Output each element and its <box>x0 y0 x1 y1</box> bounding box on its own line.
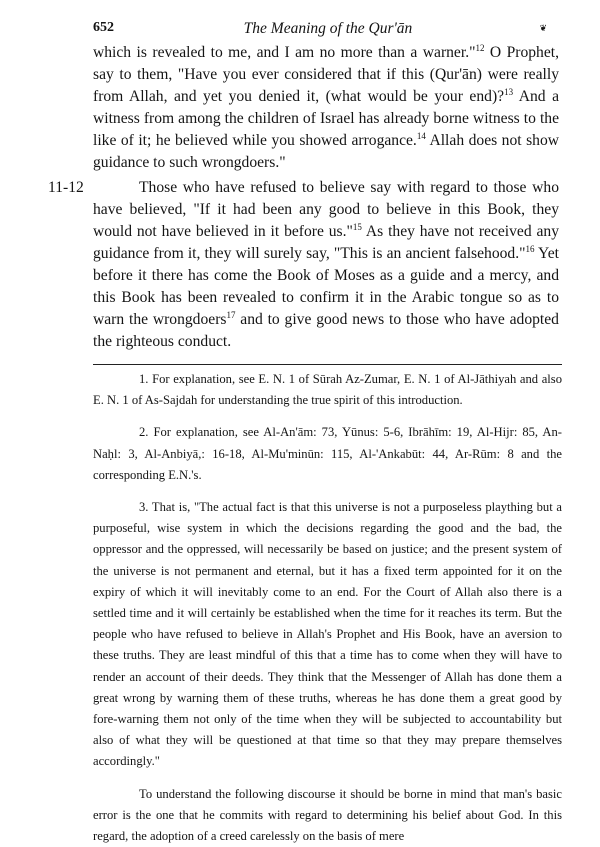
footnote-marker: 14 <box>416 130 426 141</box>
text-run: As they have not received any guidance from it, they will surely say, "This is an ancient falsehood." <box>93 223 560 262</box>
text-run: And a witness from among the children of Israel has already borne witness to the like of it; he believed while you showed arrogance. <box>93 88 559 149</box>
page-number: 652 <box>93 20 114 35</box>
footnote-marker: 12 <box>475 42 485 53</box>
text-run: Those who have refused to believe say with regard to those who have believed, "If it had been any good to believe in this Book, they would not have believed in it before us." <box>93 179 559 240</box>
note-2: 2. For explanation, see Al-An'ām: 73, Yūnus: 5-6, Ibrāhīm: 19, Al-Hijr: 85, An-Naḥl: 3, Al-Anbiyā,: 16-18, Al-Mu'minūn: 115, Al-'Ankabūt: 44, Ar-Rūm: 8 and the corresponding E.N.'s. <box>93 425 562 482</box>
footnote-marker: 16 <box>525 243 535 254</box>
ornament-icon: ❦ <box>539 23 547 33</box>
note-3: 3. That is, "The actual fact is that this universe is not a purposeless plaything but a purposeful, wise system in which the decisions regarding the good and the bad, the oppressor and the oppressed, will necessarily be based on justice; and the present system of the universe is not permanent and eternal, but it has a fixed term appointed for it on the expiry of which it will inevitably come to an end. For the Court of Allah also there is a settled time and it will certainly be established when the time for it reaches its term. But the people who have refused to believe in Allah's Prophet and His Book, have an aversion to these truths. They are least mindful of this that a time has to come when they will have to render an account of their deeds. They think that the Messenger of Allah has done them a great wrong by warning them of these truths, whereas he has done them a great good by fore-warning them not only of the time when they will be subjected to accountability but also of what they will be questioned at that time so that they may prepare themselves accordingly." <box>93 500 562 769</box>
footnote-marker: 13 <box>504 86 514 97</box>
footnote-divider <box>93 364 562 365</box>
translation-paragraph-2 <box>93 177 559 353</box>
text-run: and to give good news to those who have adopted the righteous conduct. <box>93 311 559 350</box>
text-run: O Prophet, say to them, "Have you ever considered that if this (Qur'ān) were really from Allah, and yet you denied it, (what would be your end)? <box>93 44 559 105</box>
paragraph-text <box>93 177 559 353</box>
verse-reference: 11-12 <box>48 179 84 196</box>
text-run: which is revealed to me, and I am no more than a warner." <box>93 44 476 61</box>
note-continuation: To understand the following discourse it should be borne in mind that man's basic error is the one that he commits with regard to determining his belief about God. In this regard, the adoption of a creed carelessly on the basis of mere <box>93 786 562 844</box>
paragraph-text <box>93 42 559 174</box>
footnote-marker: 15 <box>352 221 362 232</box>
footnote-marker: 17 <box>226 309 236 320</box>
explanatory-notes <box>93 369 562 847</box>
running-title: The Meaning of the Qur'ān <box>243 20 413 37</box>
translation-paragraph-1 <box>93 42 559 174</box>
text-run: Yet before it there has come the Book of Moses as a guide and a mercy, and this Book has been revealed to confirm it in the Arabic tongue so as to warn the wrongdoers <box>93 245 559 328</box>
page-header <box>93 20 563 42</box>
note-1: 1. For explanation, see E. N. 1 of Sūrah Az-Zumar, E. N. 1 of Al-Jāthiyah and also E. N. 1 of As-Sajdah for understanding the true spirit of this introduction. <box>93 372 562 408</box>
text-run: Allah does not show guidance to such wrongdoers." <box>93 132 560 171</box>
